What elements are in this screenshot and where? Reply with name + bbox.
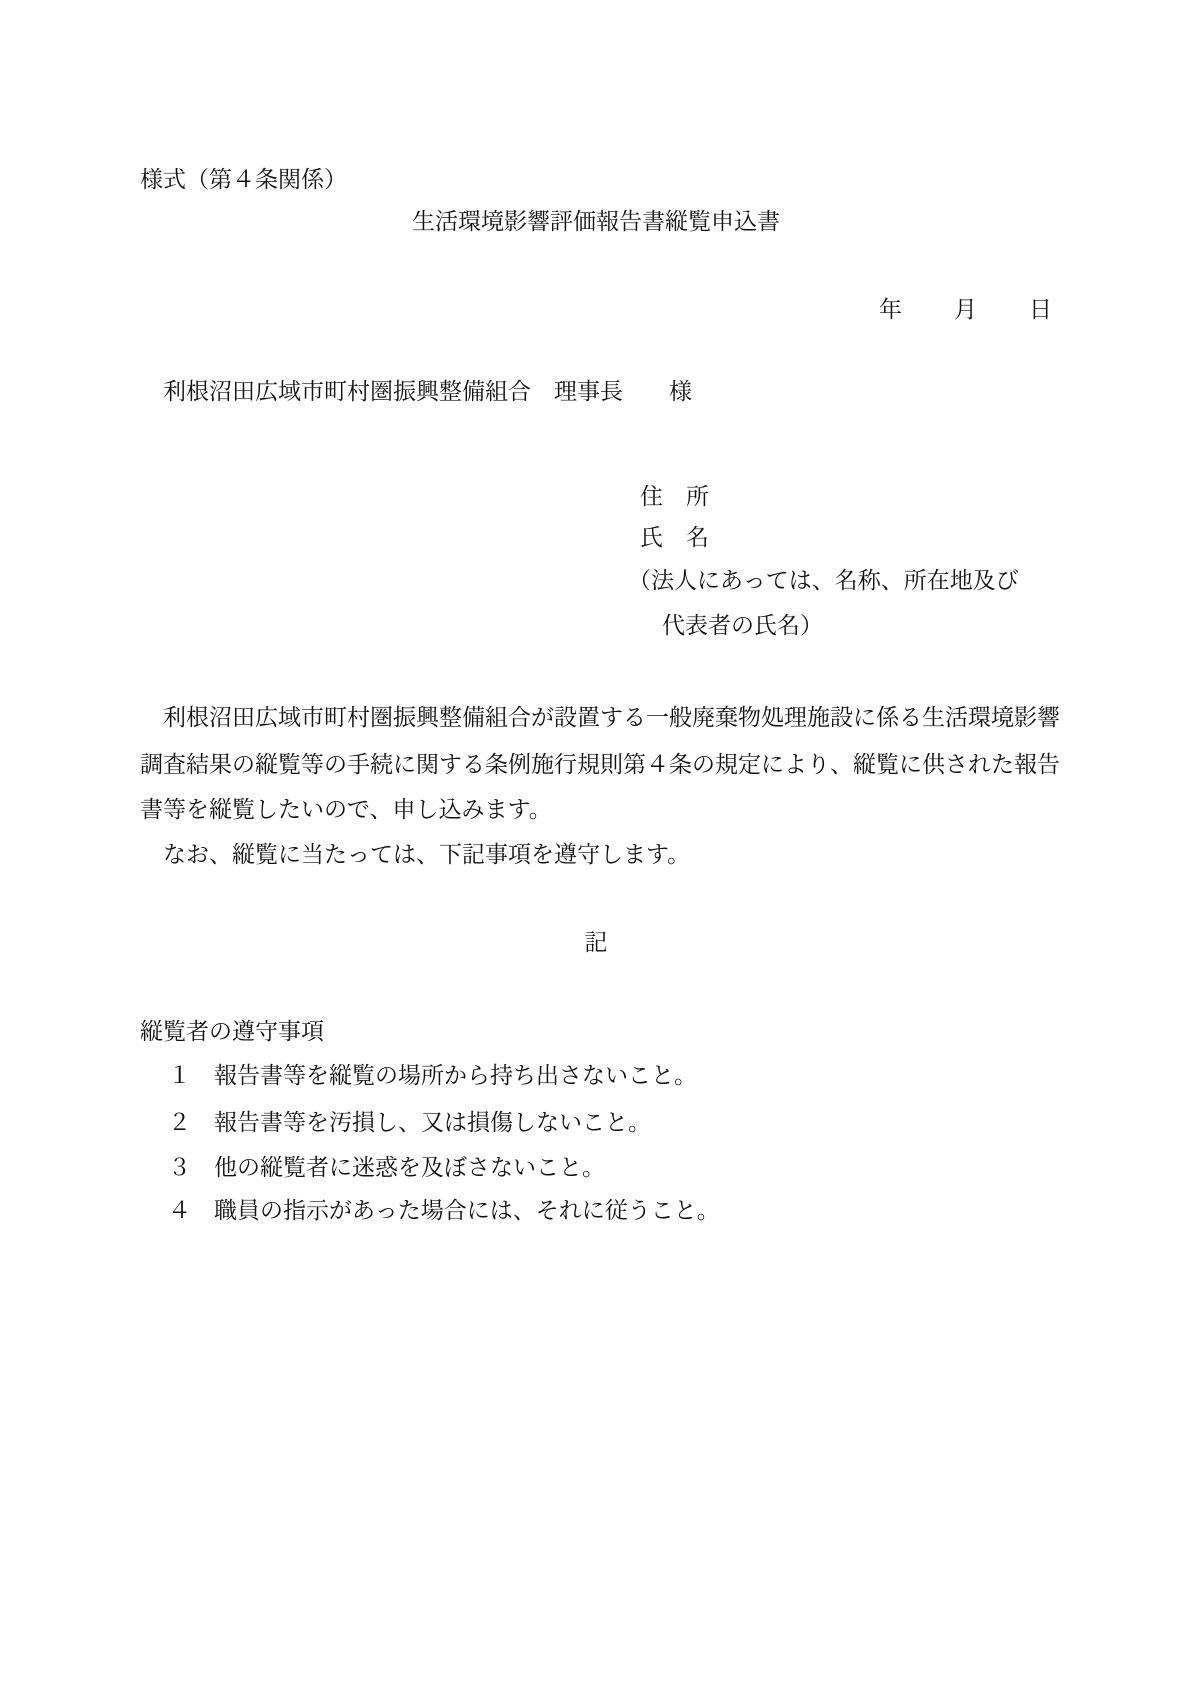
corporation-note-line-2: 代表者の氏名） xyxy=(662,613,823,638)
body-paragraph-line-3: 書等を縦覧したいので、申し込みます。 xyxy=(140,797,552,822)
rules-heading: 縦覧者の遵守事項 xyxy=(140,1019,324,1044)
rule-item-4-text: 職員の指示があった場合には、それに従うこと。 xyxy=(214,1198,720,1223)
document-title: 生活環境影響評価報告書縦覧申込書 xyxy=(412,209,780,234)
ki-section-marker: 記 xyxy=(584,930,608,955)
rule-item-2 xyxy=(168,1107,651,1139)
rule-item-3-text: 他の縦覧者に迷惑を及ぼさないこと。 xyxy=(214,1155,605,1180)
corporation-note-line-1: （法人にあっては、名称、所在地及び xyxy=(628,568,1019,593)
rule-item-3-number: ３ xyxy=(168,1155,191,1180)
rule-item-2-text: 報告書等を汚損し、又は損傷しないこと。 xyxy=(214,1110,651,1135)
rule-item-2-number: ２ xyxy=(168,1110,191,1135)
name-field-label: 氏 名 xyxy=(640,525,709,550)
rule-item-1 xyxy=(168,1060,697,1092)
address-field-label: 住 所 xyxy=(640,484,709,509)
rule-item-4-number: ４ xyxy=(168,1198,191,1223)
body-paragraph-note-line: なお、縦覧に当たっては、下記事項を遵守します。 xyxy=(163,842,691,867)
body-paragraph-line-2: 調査結果の縦覧等の手続に関する条例施行規則第４条の規定により、縦覧に供された報告 xyxy=(140,752,1060,777)
date-year-label: 年 xyxy=(879,297,902,322)
rule-item-1-text: 報告書等を縦覧の場所から持ち出さないこと。 xyxy=(214,1063,697,1088)
rule-item-4 xyxy=(168,1195,720,1227)
rule-item-1-number: １ xyxy=(168,1063,191,1088)
date-month-label: 月 xyxy=(954,297,977,322)
rule-item-3 xyxy=(168,1152,605,1184)
date-day-label: 日 xyxy=(1029,297,1052,322)
body-paragraph-line-1: 利根沼田広域市町村圏振興整備組合が設置する一般廃棄物処理施設に係る生活環境影響 xyxy=(163,705,1060,730)
addressee-line: 利根沼田広域市町村圏振興整備組合 理事長 様 xyxy=(163,379,692,404)
form-style-label: 様式（第４条関係） xyxy=(140,167,347,192)
date-line xyxy=(140,294,1052,326)
